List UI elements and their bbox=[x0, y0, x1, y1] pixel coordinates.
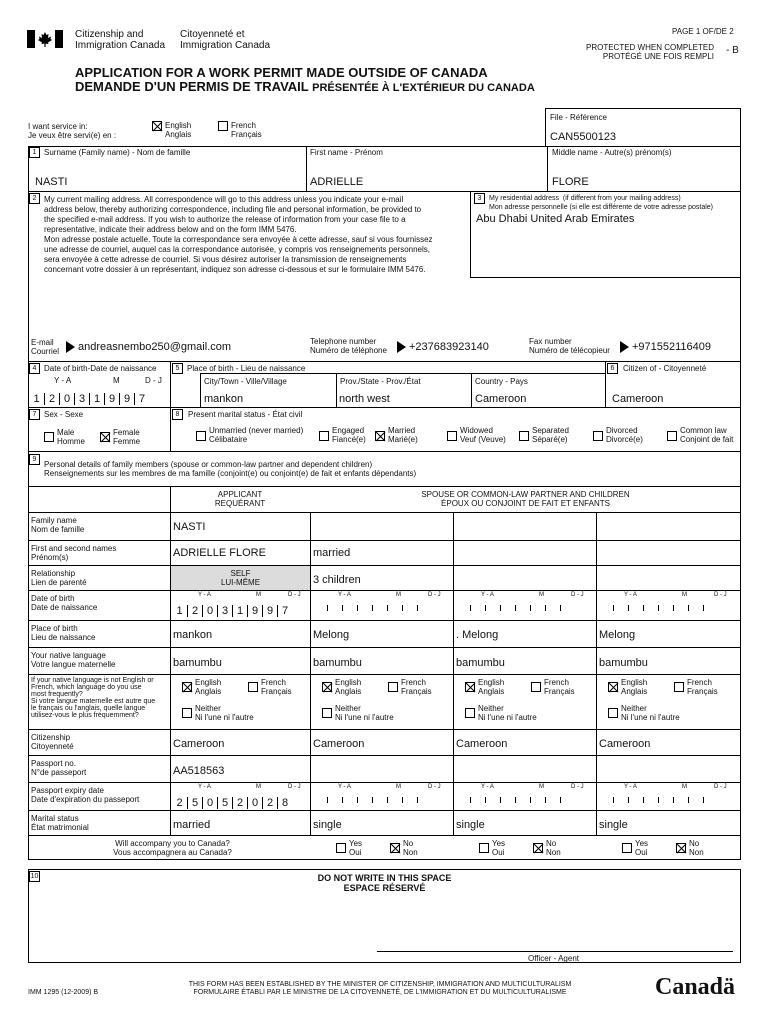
section-7-number: 7 bbox=[29, 409, 40, 420]
residential-address-field[interactable]: Abu Dhabi United Arab Emirates bbox=[476, 213, 635, 225]
member-1-place-of-birth[interactable]: . Melong bbox=[456, 629, 499, 641]
section-9-number: 9 bbox=[29, 454, 40, 465]
officer-label: Officer - Agent bbox=[528, 954, 579, 963]
col-0-french[interactable]: French Français bbox=[248, 678, 292, 696]
service-label: I want service in: Je veux être servi(e) en : bbox=[28, 122, 117, 140]
year-label: Y - A bbox=[338, 592, 351, 598]
member-1-passport-expiry[interactable] bbox=[455, 797, 575, 803]
french-checkbox[interactable] bbox=[218, 121, 228, 131]
col-3-english[interactable]: English Anglais bbox=[608, 678, 647, 696]
marital-checkbox-5[interactable] bbox=[593, 431, 603, 441]
title-fr: DEMANDE D'UN PERMIS DE TRAVAIL PRÉSENTÉE À L'EXTÉRIEUR DU CANADA bbox=[75, 79, 535, 94]
office-use-title: DO NOT WRITE IN THIS SPACE ESPACE RÉSERVÉ bbox=[317, 873, 452, 893]
col-2-neither-checkbox[interactable] bbox=[465, 708, 475, 718]
row-label-rel: Relationship Lien de parenté bbox=[31, 569, 87, 587]
arrow-icon bbox=[397, 341, 406, 353]
col-1-english-checkbox[interactable] bbox=[322, 682, 332, 692]
member-2-passport-expiry[interactable] bbox=[598, 797, 718, 803]
member-1-accompany-yes-checkbox[interactable] bbox=[479, 843, 489, 853]
member-2-accompany-yes[interactable]: Yes Oui bbox=[622, 839, 648, 857]
month-label: M bbox=[539, 592, 544, 598]
year-label: Y - A bbox=[54, 376, 72, 385]
col-2-english-checkbox[interactable] bbox=[465, 682, 475, 692]
page-number: PAGE 1 OF/DE 2 bbox=[672, 27, 734, 36]
member-1-accompany-no[interactable]: No Non bbox=[533, 839, 561, 857]
protected-notice: PROTECTED WHEN COMPLETED PROTÉGÉ UNE FOIS REMPLI bbox=[585, 43, 714, 61]
year-label: Y - A bbox=[198, 592, 211, 598]
citizenship-label: Citizen of - Citoyenneté bbox=[623, 364, 707, 373]
member-0-first-names[interactable]: married bbox=[313, 547, 351, 559]
col-3-french[interactable]: French Français bbox=[674, 678, 718, 696]
member-2-accompany-no-checkbox[interactable] bbox=[676, 843, 686, 853]
marital-status-label: Present marital status - État civil bbox=[188, 410, 303, 419]
marital-option-3[interactable]: Widowed Veuf (Veuve) bbox=[447, 426, 506, 444]
email-label: E-mail Courriel bbox=[31, 338, 60, 356]
row-label-lang: Your native language Votre langue maternelle bbox=[31, 651, 116, 669]
year-label: Y - A bbox=[624, 784, 637, 790]
dept-name-fr: Citoyenneté et Immigration Canada bbox=[180, 29, 271, 51]
member-2-marital-status[interactable]: single bbox=[599, 819, 628, 831]
row-label-family: Family name Nom de famille bbox=[31, 516, 85, 534]
member-0-accompany-no-checkbox[interactable] bbox=[390, 843, 400, 853]
applicant-header: APPLICANT REQUÉRANT bbox=[214, 490, 266, 508]
col-3-neither[interactable]: Neither Ni l'une ni l'autre bbox=[608, 704, 680, 722]
spouse-children-header: SPOUSE OR COMMON-LAW PARTNER AND CHILDREN ÉPOUX OU CONJOINT DE FAIT ET ENFANTS bbox=[421, 490, 630, 508]
first-name-field[interactable]: ADRIELLE bbox=[310, 176, 364, 188]
day-label: D - J bbox=[428, 592, 441, 598]
service-french-option[interactable]: French Français bbox=[218, 121, 262, 139]
service-english-option[interactable]: English Anglais bbox=[152, 121, 191, 139]
city-label: City/Town - Ville/Village bbox=[204, 377, 287, 386]
section-3-number: 3 bbox=[474, 193, 485, 204]
col-3-french-checkbox[interactable] bbox=[674, 682, 684, 692]
member-0-dob[interactable] bbox=[312, 605, 432, 611]
row-label-pexp: Passport expiry date Date d'expiration du passeport bbox=[31, 786, 140, 804]
member-0-accompany-no[interactable]: No Non bbox=[390, 839, 418, 857]
member-2-dob[interactable] bbox=[598, 605, 718, 611]
row-label-pass: Passport no. N°de passeport bbox=[31, 759, 87, 777]
member-1-marital-status[interactable]: single bbox=[456, 819, 485, 831]
col-3-neither-checkbox[interactable] bbox=[608, 708, 618, 718]
form-number: IMM 1295 (12-2009) B bbox=[28, 989, 99, 996]
applicant-place-of-birth[interactable]: mankon bbox=[173, 629, 213, 641]
member-2-citizenship[interactable]: Cameroon bbox=[599, 738, 651, 750]
col-2-english[interactable]: English Anglais bbox=[465, 678, 504, 696]
middle-name-label: Middle name - Autre(s) prénom(s) bbox=[552, 148, 672, 157]
marital-option-1[interactable]: Engaged Fiancé(e) bbox=[319, 426, 366, 444]
col-0-neither-checkbox[interactable] bbox=[182, 708, 192, 718]
member-0-accompany-yes-checkbox[interactable] bbox=[336, 843, 346, 853]
country-label: Country - Pays bbox=[475, 377, 528, 386]
month-label: M bbox=[682, 784, 687, 790]
col-0-neither[interactable]: Neither Ni l'une ni l'autre bbox=[182, 704, 254, 722]
country-field[interactable]: Cameroon bbox=[475, 393, 527, 405]
marital-option-4[interactable]: Separated Séparé(e) bbox=[519, 426, 569, 444]
section-2-number: 2 bbox=[29, 193, 40, 204]
col-1-english[interactable]: English Anglais bbox=[322, 678, 361, 696]
marital-option-6[interactable]: Common law Conjoint de fait bbox=[667, 426, 733, 444]
day-label: D - J bbox=[428, 784, 441, 790]
month-label: M bbox=[256, 784, 261, 790]
member-1-native-language[interactable]: bamumbu bbox=[456, 657, 505, 669]
marital-checkbox-4[interactable] bbox=[519, 431, 529, 441]
english-checkbox[interactable] bbox=[152, 121, 162, 131]
member-0-passport-expiry[interactable] bbox=[312, 797, 432, 803]
member-2-place-of-birth[interactable]: Melong bbox=[599, 629, 636, 641]
fax-field[interactable]: +971552116409 bbox=[620, 341, 711, 353]
file-label: File - Référence bbox=[550, 113, 607, 122]
section-6-number: 6 bbox=[607, 363, 618, 374]
marital-checkbox-2[interactable] bbox=[375, 431, 385, 441]
section-1-number: 1 bbox=[29, 147, 40, 158]
applicant-dob[interactable]: 1 2 0 3 1 9 9 7 bbox=[172, 605, 292, 617]
citizenship-field[interactable]: Cameroon bbox=[612, 393, 664, 405]
col-0-english[interactable]: English Anglais bbox=[182, 678, 221, 696]
month-label: M bbox=[396, 592, 401, 598]
dept-name-en: Citizenship and Immigration Canada bbox=[75, 29, 166, 51]
member-0-citizenship[interactable]: Cameroon bbox=[313, 738, 365, 750]
applicant-passport-expiry[interactable]: 2 5 0 5 2 0 2 8 bbox=[172, 797, 292, 809]
canada-flag-icon bbox=[27, 30, 63, 48]
member-2-accompany-no[interactable]: No Non bbox=[676, 839, 704, 857]
email-field[interactable]: andreasnembo250@gmail.com bbox=[66, 341, 231, 353]
sex-female-option[interactable]: Female Femme bbox=[100, 428, 140, 446]
male-checkbox[interactable] bbox=[44, 432, 54, 442]
col-0-french-checkbox[interactable] bbox=[248, 682, 258, 692]
col-0-english-checkbox[interactable] bbox=[182, 682, 192, 692]
marital-option-0[interactable]: Unmarried (never married) Célibataire bbox=[196, 426, 303, 444]
year-label: Y - A bbox=[481, 592, 494, 598]
sex-male-option[interactable]: Male Homme bbox=[44, 428, 85, 446]
middle-name-field[interactable]: FLORE bbox=[552, 176, 589, 188]
member-2-native-language[interactable]: bamumbu bbox=[599, 657, 648, 669]
col-2-neither[interactable]: Neither Ni l'une ni l'autre bbox=[465, 704, 537, 722]
telephone-label: Telephone number Numéro de téléphone bbox=[310, 337, 387, 355]
applicant-family-name[interactable]: NASTI bbox=[173, 521, 206, 533]
year-label: Y - A bbox=[481, 784, 494, 790]
year-label: Y - A bbox=[338, 784, 351, 790]
marital-checkbox-3[interactable] bbox=[447, 431, 457, 441]
day-label: D - J bbox=[571, 784, 584, 790]
city-field[interactable]: mankon bbox=[204, 393, 244, 405]
section-10-number: 10 bbox=[30, 873, 39, 880]
mailing-address-instructions: My current mailing address. All correspondence will go to this address unless you indicate your e-mail address below, thereby authorizing correspondence, including file and personal information, be provided to the specified e-mail address. If you wish to authorize the release of information from your case file to a representative, indicate their address below and on the form IMM 5476. Mon adresse postale actuelle. Toute la correspondance sera envoyée à cette adresse, sauf si vous fournissez une adresse de courriel, auquel cas la correspondance autorisée, y compris vos renseignements personnels, sera envoyée à cette adresse de courriel. Si vous désirez autoriser la transmission de renseignements concernant votre dossier à un représentant, indiquez son adresse ci-dessous et sur le formulaire IMM 5476. bbox=[44, 195, 433, 274]
surname-field[interactable]: NASTI bbox=[35, 176, 68, 188]
member-1-accompany-no-checkbox[interactable] bbox=[533, 843, 543, 853]
footer-text: THIS FORM HAS BEEN ESTABLISHED BY THE MINISTER OF CITIZENSHIP, IMMIGRATION AND MULTICULTURALISM FORMULAIRE ÉTABLI PAR LE MINISTRE DE LA CITOYENNETÉ, DE L'IMMIGRATION ET DU MULTICULTURALISME bbox=[188, 981, 572, 996]
section-8-number: 8 bbox=[172, 409, 183, 420]
col-1-neither[interactable]: Neither Ni l'une ni l'autre bbox=[322, 704, 394, 722]
applicant-marital-status[interactable]: married bbox=[173, 819, 211, 831]
arrow-icon bbox=[66, 341, 75, 353]
dob-field[interactable]: 1 2 0 3 1 9 9 7 bbox=[29, 393, 149, 405]
row-label-pob: Place of birth Lieu de naissance bbox=[31, 624, 96, 642]
member-0-relationship[interactable]: 3 children bbox=[313, 574, 361, 586]
prov-label: Prov./State - Prov./État bbox=[340, 377, 421, 386]
arrow-icon bbox=[620, 341, 629, 353]
file-value[interactable]: CAN5500123 bbox=[550, 131, 617, 143]
member-0-accompany-yes[interactable]: Yes Oui bbox=[336, 839, 362, 857]
marital-checkbox-6[interactable] bbox=[667, 431, 677, 441]
applicant-citizenship[interactable]: Cameroon bbox=[173, 738, 225, 750]
surname-label: Surname (Family name) - Nom de famille bbox=[44, 148, 191, 157]
row-label-first: First and second names Prénom(s) bbox=[31, 544, 117, 562]
protected-code: - B bbox=[726, 45, 739, 56]
member-1-accompany-yes[interactable]: Yes Oui bbox=[479, 839, 505, 857]
year-label: Y - A bbox=[624, 592, 637, 598]
month-label: M bbox=[396, 784, 401, 790]
fax-label: Fax number Numéro de télécopieur bbox=[529, 337, 610, 355]
month-label: M bbox=[682, 592, 687, 598]
sex-label: Sex - Sexe bbox=[44, 410, 84, 419]
col-1-french-checkbox[interactable] bbox=[388, 682, 398, 692]
member-0-place-of-birth[interactable]: Melong bbox=[313, 629, 350, 641]
applicant-passport[interactable]: AA518563 bbox=[173, 765, 225, 777]
day-label: D - J bbox=[571, 592, 584, 598]
col-2-french[interactable]: French Français bbox=[531, 678, 575, 696]
marital-option-2[interactable]: Married Marié(e) bbox=[375, 426, 418, 444]
row-label-mar: Marital status État matrimonial bbox=[31, 814, 89, 832]
applicant-native-language[interactable]: bamumbu bbox=[173, 657, 222, 669]
member-0-marital-status[interactable]: single bbox=[313, 819, 342, 831]
first-name-label: First name - Prénom bbox=[310, 148, 383, 157]
marital-checkbox-0[interactable] bbox=[196, 431, 206, 441]
marital-checkbox-1[interactable] bbox=[319, 431, 329, 441]
canada-wordmark: Canadä bbox=[655, 974, 736, 1000]
mailing-address-field[interactable] bbox=[30, 282, 460, 332]
member-1-citizenship[interactable]: Cameroon bbox=[456, 738, 508, 750]
day-label: D - J bbox=[288, 784, 301, 790]
telephone-field[interactable]: +237683923140 bbox=[397, 341, 489, 353]
family-details-label: Personal details of family members (spouse or common-law partner and dependent children) Renseignements sur les membres de ma famille (conjoint(e) ou conjoint(e) de fait et enfants dépendants) bbox=[44, 460, 417, 478]
row-label-dob: Date of birth Date de naissance bbox=[31, 594, 98, 612]
col-1-french[interactable]: French Français bbox=[388, 678, 432, 696]
applicant-relationship: SELF LUI-MÊME bbox=[220, 569, 261, 587]
residential-address-label: My residential address (if different from your mailing address) Mon adresse personnelle (si elle est différente de votre adresse postale) bbox=[489, 195, 713, 211]
day-label: D - J bbox=[288, 592, 301, 598]
day-label: D - J bbox=[145, 376, 162, 385]
month-label: M bbox=[256, 592, 261, 598]
col-1-neither-checkbox[interactable] bbox=[322, 708, 332, 718]
marital-option-5[interactable]: Divorced Divorcé(e) bbox=[593, 426, 643, 444]
pob-label: Place of birth - Lieu de naissance bbox=[187, 364, 306, 373]
month-label: M bbox=[539, 784, 544, 790]
col-3-english-checkbox[interactable] bbox=[608, 682, 618, 692]
dob-label: Date of birth-Date de naissance bbox=[44, 364, 157, 373]
year-label: Y - A bbox=[198, 784, 211, 790]
prov-field[interactable]: north west bbox=[339, 393, 390, 405]
month-label: M bbox=[113, 376, 120, 385]
col-2-french-checkbox[interactable] bbox=[531, 682, 541, 692]
row-label-cit: Citizenship Citoyenneté bbox=[31, 733, 74, 751]
member-2-accompany-yes-checkbox[interactable] bbox=[622, 843, 632, 853]
section-4-number: 4 bbox=[29, 363, 40, 374]
section-5-number: 5 bbox=[172, 363, 183, 374]
member-1-dob[interactable] bbox=[455, 605, 575, 611]
title-en: APPLICATION FOR A WORK PERMIT MADE OUTSIDE OF CANADA bbox=[75, 65, 488, 80]
day-label: D - J bbox=[714, 784, 727, 790]
row-label-ofl: If your native language is not English or French, which language do you use most frequently? Si votre langue maternelle est autre que le français ou l'anglais, quelle langue utilisez-vous le plus fréquemment? bbox=[31, 677, 156, 719]
applicant-first-names[interactable]: ADRIELLE FLORE bbox=[173, 547, 266, 559]
member-0-native-language[interactable]: bamumbu bbox=[313, 657, 362, 669]
row-label-acc: Will accompany you to Canada? Vous accompagnera au Canada? bbox=[113, 839, 232, 857]
day-label: D - J bbox=[714, 592, 727, 598]
female-checkbox[interactable] bbox=[100, 432, 110, 442]
